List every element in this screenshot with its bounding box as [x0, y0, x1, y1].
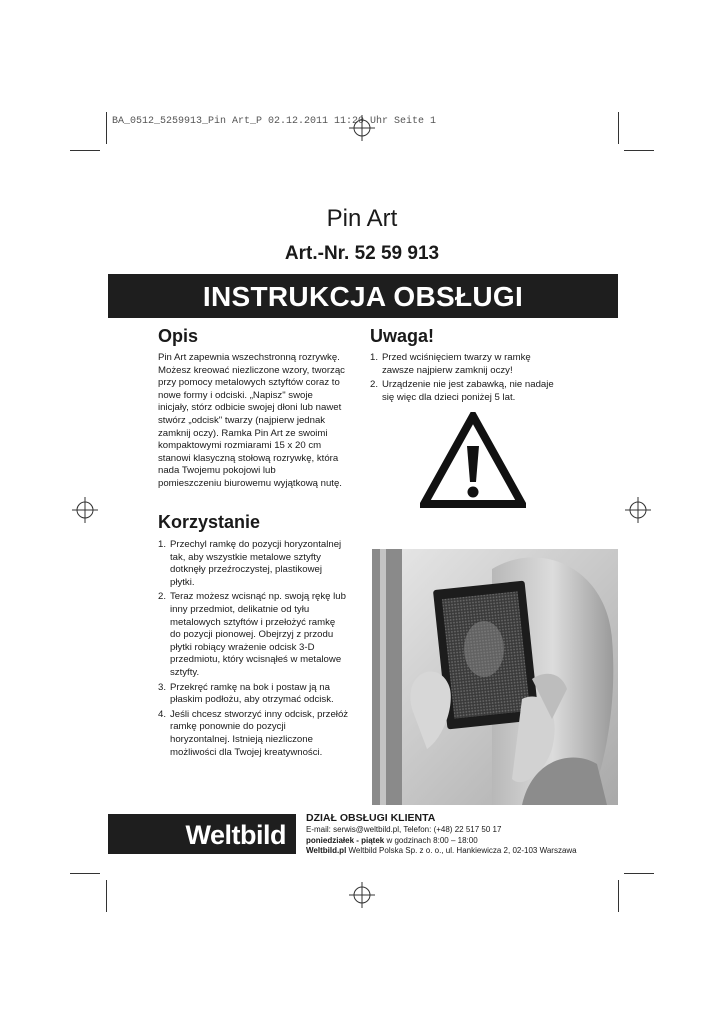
opis-line: Pin Art zapewnia wszechstronną rozrywkę. — [158, 352, 340, 363]
item-line: dotknęły przeźroczystej, plastikowej — [170, 564, 322, 576]
crop-mark — [618, 880, 619, 912]
customer-service-block — [306, 812, 577, 857]
item-line: płaskim podłożu, aby otrzymać odcisk. — [170, 694, 334, 706]
crop-mark — [106, 880, 107, 912]
item-line: sztyfty. — [170, 666, 200, 678]
registration-mark-icon — [625, 497, 651, 523]
company-address: Weltbild Polska Sp. z o. o., ul. Hankiewicza 2, 02-103 Warszawa — [346, 846, 577, 856]
item-line: płytki robiący wrażenie odcisk 3-D — [170, 641, 315, 653]
crop-mark — [70, 150, 100, 151]
list-item — [158, 709, 368, 759]
registration-mark-icon — [349, 115, 375, 141]
item-line: przedmiotu, który wcisnąłeś w metalowe — [170, 654, 342, 666]
item-line: tak, aby wszystkie metalowe sztyfty — [170, 551, 321, 563]
uwaga-section — [370, 326, 585, 406]
contact-line: E-mail: serwis@weltbild.pl, Telefon: (+48) 22 517 50 17 — [306, 825, 502, 834]
korzystanie-section — [158, 512, 368, 761]
opis-line: pomieszczeniu biurowemu wyjątkową nutę. — [158, 477, 342, 489]
hours-days: poniedziałek - piątek — [306, 835, 385, 845]
item-line: płytki. — [170, 576, 195, 588]
product-photo — [372, 549, 618, 805]
woman-with-pin-art-illustration — [372, 549, 618, 805]
crop-mark — [618, 112, 619, 144]
warning-triangle-icon — [420, 412, 526, 508]
print-slug: BA_0512_5259913_Pin Art_P 02.12.2011 11:20 Uhr Seite 1 — [112, 116, 437, 127]
item-number: 1. — [370, 352, 379, 363]
item-line: Urządzenie nie jest zabawką, nie nadaje — [382, 379, 554, 391]
company-site: Weltbild.pl — [306, 846, 347, 856]
item-line: do pozycji pionowej. Obejrzyj z przodu — [170, 629, 334, 641]
korzystanie-heading: Korzystanie — [158, 512, 261, 532]
hours-line — [306, 836, 577, 847]
opis-line: nowe formy i odciski. „Napisz" swoje — [158, 389, 313, 401]
crop-mark — [624, 873, 654, 874]
item-line: Przechyl ramkę do pozycji horyzontalnej — [170, 539, 342, 550]
list-item — [158, 682, 368, 707]
instructions-banner: INSTRUKCJA OBSŁUGI — [108, 274, 618, 318]
crop-mark — [70, 873, 100, 874]
crop-mark — [624, 150, 654, 151]
item-line: metalowych sztyftów i przełożyć ramkę — [170, 616, 336, 628]
uwaga-heading: Uwaga! — [370, 326, 435, 346]
registration-mark-icon — [349, 882, 375, 908]
opis-line: kompaktowymi rozmiarami 15 x 20 cm — [158, 440, 322, 452]
weltbild-logo: Weltbild — [108, 814, 296, 854]
product-title: Pin Art — [326, 205, 398, 232]
registration-mark-icon — [72, 497, 98, 523]
item-line: zawsze najpierw zamknij oczy! — [382, 364, 513, 376]
opis-line: Możesz kreować niezliczone wzory, tworząc — [158, 364, 345, 376]
list-item — [370, 379, 585, 404]
opis-section — [158, 326, 368, 491]
item-line: Przekręć ramkę na bok i postaw ją na — [170, 681, 330, 693]
item-line: ramkę ponownie do pozycji — [170, 721, 286, 733]
list-item — [158, 591, 368, 679]
item-number: 2. — [370, 379, 379, 391]
item-line: możliwości dla Twojej kreatywności. — [170, 746, 323, 758]
opis-line: inicjały, stórz odbicie swojej dłoni lub nawet — [158, 402, 342, 414]
list-item — [370, 352, 585, 377]
item-number: 1. — [158, 539, 167, 550]
item-line: horyzontalnej. Istnieją niezliczone — [170, 733, 313, 745]
item-number: 4. — [158, 708, 167, 720]
item-number: 2. — [158, 591, 167, 603]
item-line: się więc dla dzieci poniżej 5 lat. — [382, 391, 516, 403]
list-item — [158, 539, 368, 589]
address-line — [306, 846, 577, 857]
opis-line: stwórz „odcisk" twarzy (najpierw jednak — [158, 414, 326, 426]
item-line: Przed wciśnięciem twarzy w ramkę — [382, 352, 531, 363]
korzystanie-list — [158, 539, 368, 759]
item-line: inny przedmiot, delikatnie od tyłu — [170, 603, 310, 615]
hours-time: w godzinach 8:00 – 18:00 — [384, 835, 478, 845]
item-number: 3. — [158, 681, 167, 693]
opis-line: zamknij oczy). Ramka Pin Art ze swoimi — [158, 427, 328, 439]
article-number: Art.-Nr. 52 59 913 — [284, 243, 440, 264]
opis-text — [158, 352, 368, 491]
customer-service-heading: DZIAŁ OBSŁUGI KLIENTA — [306, 812, 436, 824]
opis-heading: Opis — [158, 326, 199, 346]
item-line: Jeśli chcesz stworzyć inny odcisk, przełóż — [170, 708, 349, 720]
opis-line: nada Twojemu pokojowi lub — [158, 465, 276, 477]
item-line: Teraz możesz wcisnąć np. swoją rękę lub — [170, 591, 346, 603]
opis-line: przy pomocy metalowych sztyftów coraz to — [158, 377, 340, 389]
crop-mark — [106, 112, 107, 144]
uwaga-list — [370, 352, 585, 404]
opis-line: stanowi klasyczną stołową rozrywkę, która — [158, 452, 339, 464]
